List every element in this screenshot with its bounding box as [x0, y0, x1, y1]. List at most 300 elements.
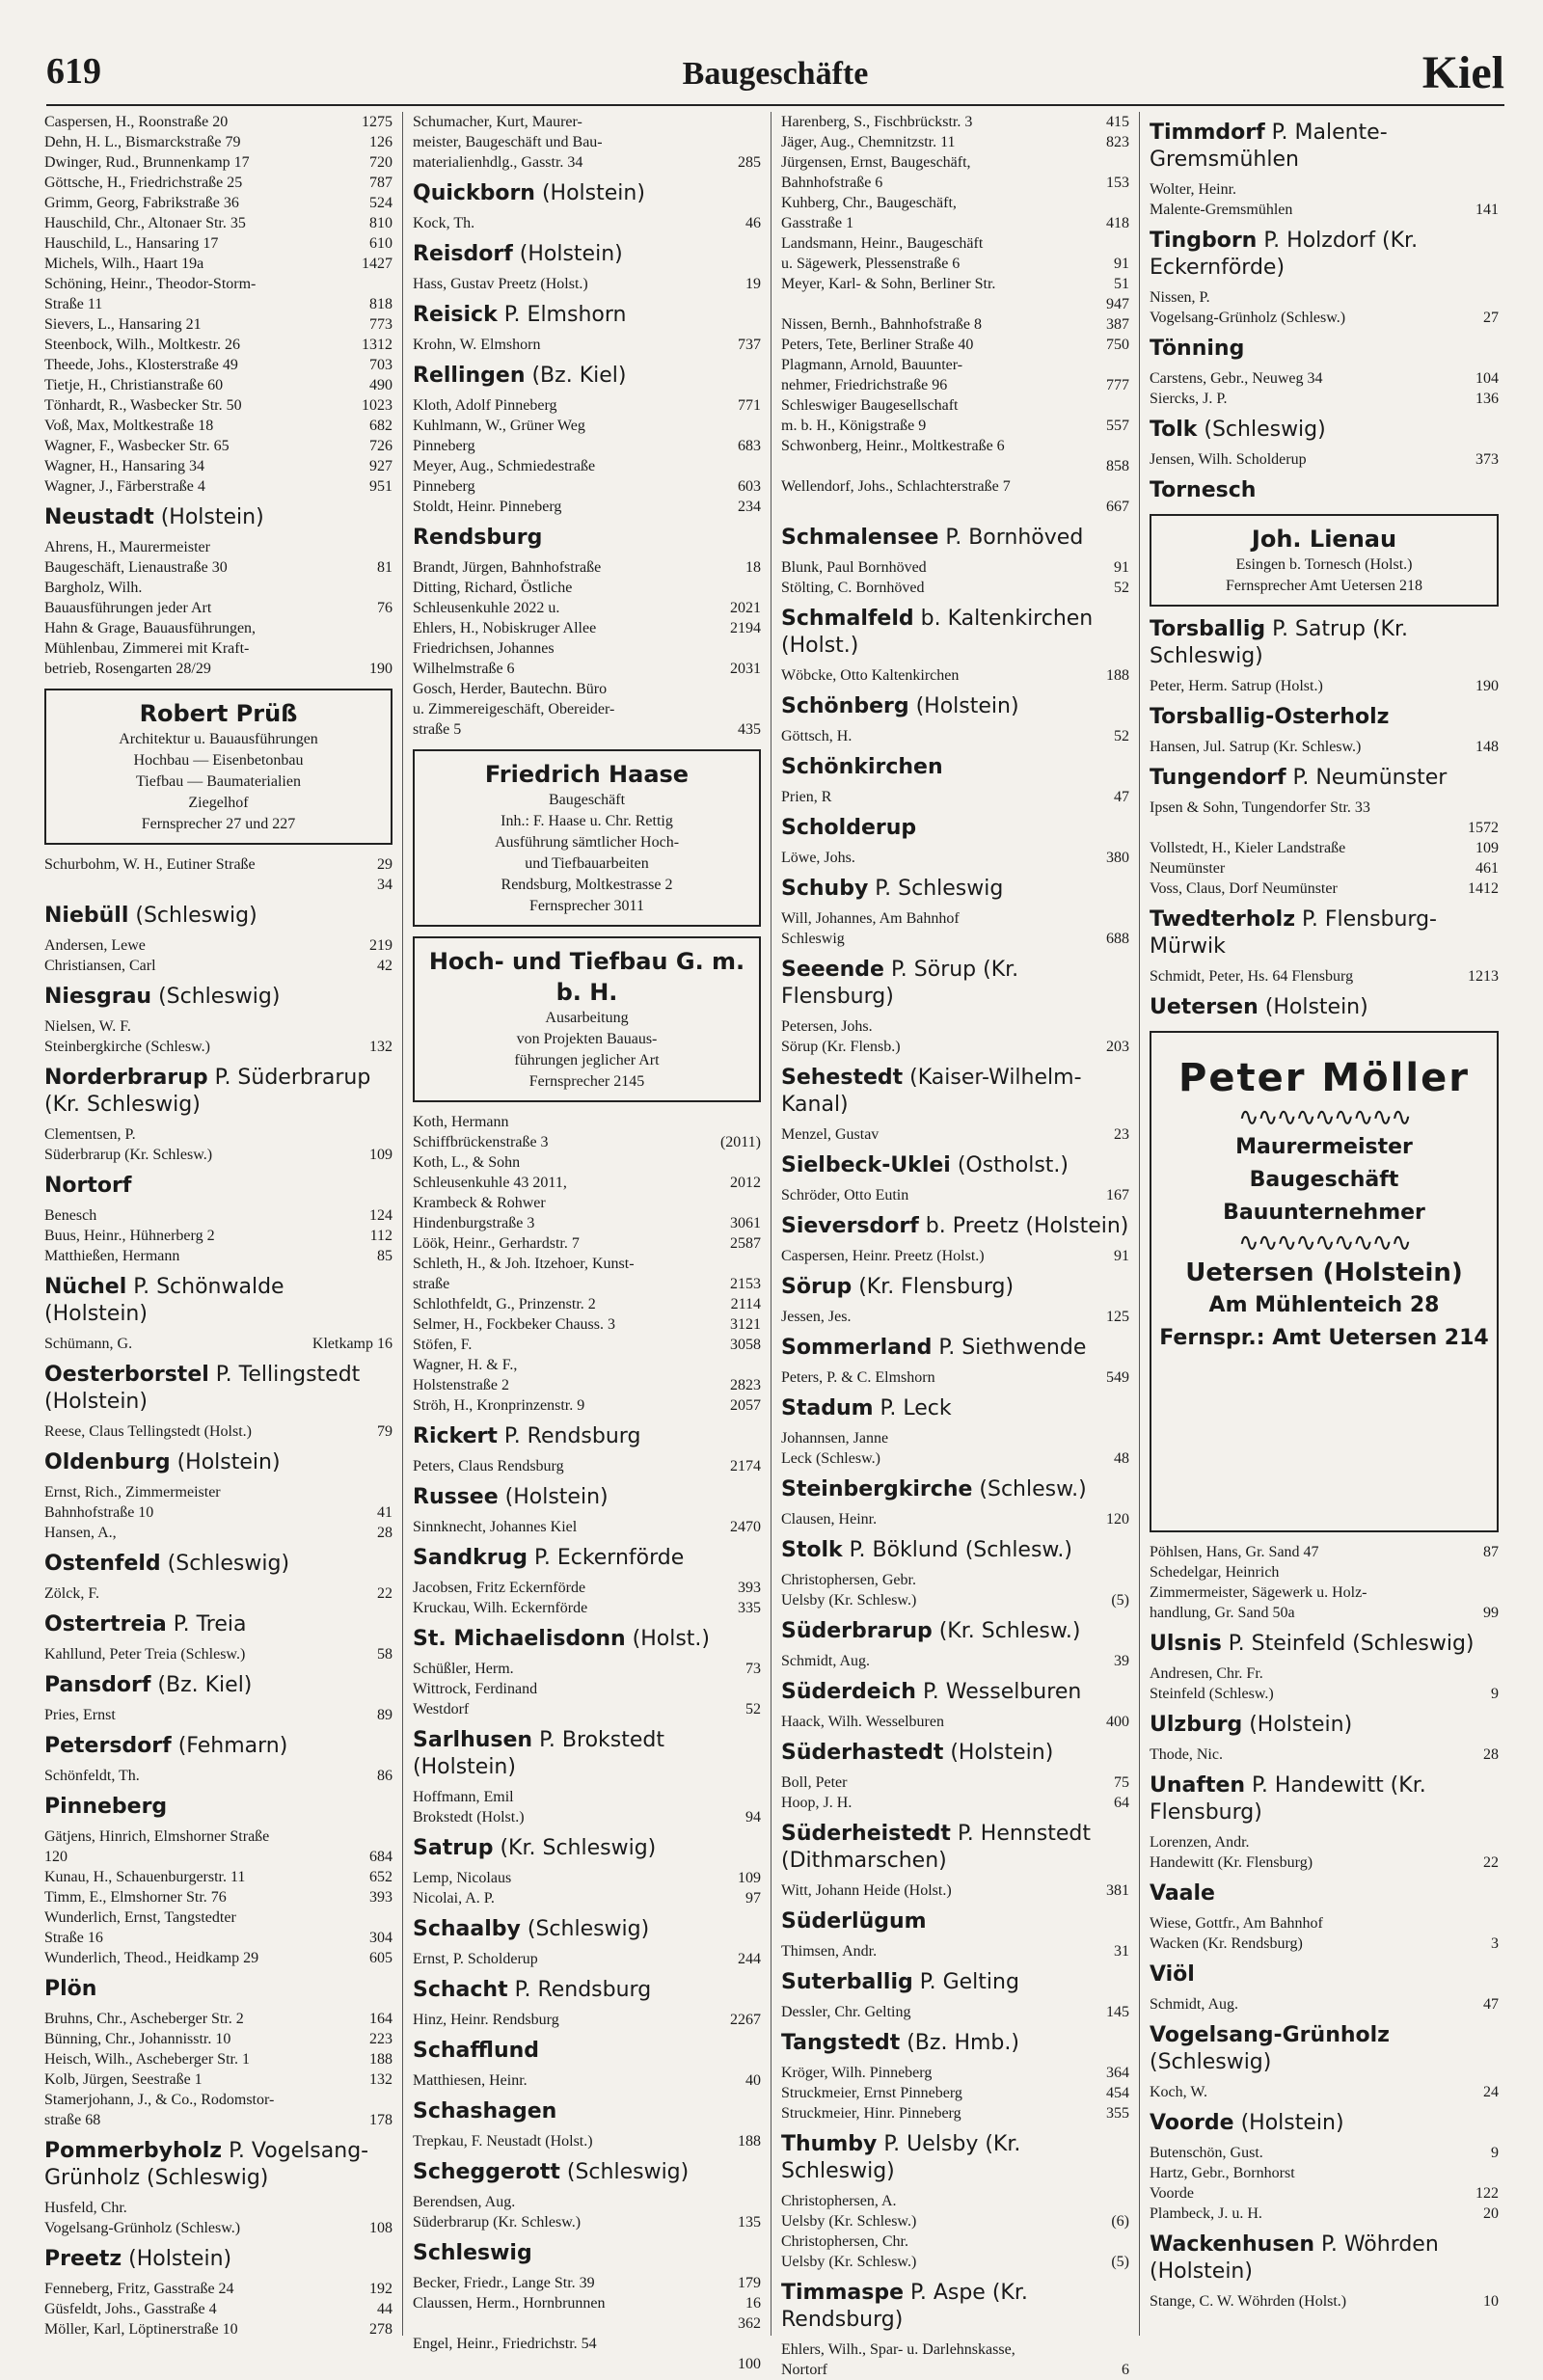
entry-name: Hass, Gustav Preetz (Holst.) — [413, 276, 588, 292]
entry-name: Stamerjohann, J., & Co., Rodomstor- — [44, 2092, 275, 2108]
entry-name: Kolb, Jürgen, Seestraße 1 — [44, 2071, 203, 2088]
directory-entry — [44, 274, 393, 294]
entry-name: Engel, Heinr., Friedrichstr. 54 — [413, 2336, 597, 2352]
town-postal: (Holstein) — [1242, 1713, 1353, 1737]
town-heading — [781, 1152, 1129, 1179]
town-name: Sielbeck-Uklei — [781, 1153, 951, 1177]
town-heading — [44, 984, 393, 1011]
town-name: Nüchel — [44, 1275, 127, 1299]
directory-entry — [781, 848, 1129, 868]
directory-entry — [44, 1583, 393, 1604]
directory-entry — [44, 2299, 393, 2319]
directory-entry — [44, 1246, 393, 1266]
town-heading — [413, 525, 761, 552]
entry-name: Voß, Max, Moltkestraße 18 — [44, 418, 214, 434]
town-heading — [1150, 477, 1499, 504]
entry-name: Wagner, H. & F., — [413, 1357, 518, 1373]
advertisement-title: Friedrich Haase — [484, 761, 690, 788]
entry-name: Wöbcke, Otto Kaltenkirchen — [781, 667, 960, 684]
town-heading — [781, 693, 1129, 720]
entry-name: Ernst, Rich., Zimmermeister — [44, 1484, 221, 1501]
entry-name: Schmidt, Aug. — [781, 1653, 871, 1669]
directory-entry — [44, 875, 393, 895]
town-heading — [1150, 417, 1499, 444]
town-postal: (Schleswig) — [160, 1552, 290, 1576]
entry-phone: 610 — [369, 235, 393, 252]
town-name: Vogelsang-Grünholz — [1150, 2023, 1390, 2047]
entry-name: Pöhlsen, Hans, Gr. Sand 47 — [1150, 1544, 1319, 1560]
directory-entry — [44, 1907, 393, 1928]
entry-phone: 2012 — [730, 1175, 761, 1191]
directory-entry — [44, 1037, 393, 1057]
directory-entry — [781, 1016, 1129, 1037]
entry-phone: 81 — [377, 559, 393, 576]
advertisement-line: von Projekten Bauaus- — [516, 1031, 658, 1047]
town-heading — [781, 1908, 1129, 1935]
entry-phone: 91 — [1114, 256, 1129, 272]
advertisement-line: Esingen b. Tornesch (Holst.) — [1235, 556, 1413, 573]
directory-entry — [413, 456, 761, 476]
entry-phone: 703 — [369, 357, 393, 373]
entry-phone: 381 — [1106, 1882, 1129, 1899]
town-postal: (Holstein) — [122, 2247, 232, 2271]
town-postal: P. Gelting — [912, 1970, 1019, 1994]
directory-entry — [44, 2069, 393, 2090]
directory-entry — [44, 2090, 393, 2110]
entry-phone: 20 — [1483, 2205, 1499, 2222]
town-name: Petersdorf — [44, 1734, 172, 1758]
directory-entry — [1150, 287, 1499, 308]
directory-entry — [44, 254, 393, 274]
town-postal: P. Flensburg-Mürwik — [1150, 907, 1437, 959]
town-name: Sarlhusen — [413, 1728, 533, 1752]
town-postal: (Schleswig) — [520, 1917, 650, 1941]
entry-phone: 2194 — [730, 620, 761, 636]
directory-entry — [413, 416, 761, 436]
directory-entry — [44, 1226, 393, 1246]
directory-entry — [44, 2009, 393, 2029]
town-name: Torsballig-Osterholz — [1150, 705, 1390, 729]
entry-phone: 148 — [1475, 739, 1499, 755]
entry-name: Harenberg, S., Fischbrückstr. 3 — [781, 114, 973, 130]
town-heading — [44, 1611, 393, 1638]
entry-name: Jürgensen, Ernst, Baugeschäft, — [781, 154, 971, 171]
entry-phone: 1412 — [1468, 880, 1499, 897]
town-postal: P. Handewitt (Kr. Flensburg) — [1150, 1773, 1426, 1825]
town-postal: (Bz. Kiel) — [525, 364, 627, 388]
directory-entry — [1150, 1913, 1499, 1934]
directory-entry — [1150, 2082, 1499, 2102]
entry-phone: 104 — [1475, 370, 1499, 387]
directory-entry — [1150, 1542, 1499, 1562]
entry-phone: 22 — [377, 1585, 393, 1602]
entry-name: Pinneberg — [413, 438, 475, 454]
directory-entry — [413, 1233, 761, 1254]
town-postal: P. Schönwalde (Holstein) — [44, 1275, 284, 1326]
entry-name: Schlothfeldt, G., Prinzenstr. 2 — [413, 1296, 596, 1312]
entry-name: Petersen, Johs. — [781, 1018, 873, 1035]
entry-phone: 2823 — [730, 1377, 761, 1393]
entry-phone: 3058 — [730, 1337, 761, 1353]
directory-entry — [1150, 1853, 1499, 1873]
entry-name: Boll, Peter — [781, 1774, 848, 1791]
town-heading — [781, 525, 1129, 552]
town-postal: P. Treia — [166, 1612, 247, 1636]
entry-phone: 818 — [369, 296, 393, 312]
town-heading — [44, 1449, 393, 1476]
town-heading — [781, 1476, 1129, 1503]
entry-phone: 603 — [738, 478, 761, 495]
town-heading — [781, 1969, 1129, 1996]
town-heading — [44, 1794, 393, 1821]
town-name: Thumby — [781, 2132, 878, 2156]
directory-entry — [1150, 858, 1499, 879]
entry-name: Plambeck, J. u. H. — [1150, 2205, 1262, 2222]
entry-name: Schleswiger Baugesellschaft — [781, 397, 959, 414]
directory-entry — [1150, 838, 1499, 858]
entry-phone: 373 — [1475, 451, 1499, 468]
town-postal: (Holstein) — [512, 242, 623, 266]
entry-name: Hauschild, Chr., Altonaer Str. 35 — [44, 215, 246, 231]
directory-entry — [44, 375, 393, 395]
town-name: Schuby — [781, 877, 869, 901]
entry-name: Ipsen & Sohn, Tungendorfer Str. 33 — [1150, 799, 1370, 816]
entry-name: Grimm, Georg, Fabrikstraße 36 — [44, 195, 239, 211]
town-heading — [1150, 1712, 1499, 1739]
directory-entry — [44, 416, 393, 436]
entry-phone: 858 — [1106, 458, 1129, 474]
town-postal: (Holstein) — [1233, 2111, 1344, 2135]
town-postal: P. Elmshorn — [497, 303, 627, 327]
entry-name: Jensen, Wilh. Scholderup — [1150, 451, 1307, 468]
directory-entry — [781, 665, 1129, 686]
entry-name: Meyer, Aug., Schmiedestraße — [413, 458, 596, 474]
entry-name: Pinneberg — [413, 478, 475, 495]
entry-phone: 124 — [369, 1207, 393, 1224]
entry-name: Husfeld, Chr. — [44, 2200, 127, 2216]
directory-entry — [44, 1867, 393, 1887]
town-name: Plön — [44, 1977, 97, 2001]
entry-phone: 557 — [1106, 418, 1129, 434]
entry-name: Hansen, A., — [44, 1525, 117, 1541]
entry-phone: 16 — [745, 2295, 761, 2312]
town-heading — [1150, 120, 1499, 174]
directory-entry — [44, 456, 393, 476]
directory-entry — [1150, 966, 1499, 987]
town-postal: b. Preetz (Holstein) — [918, 1214, 1129, 1238]
directory-entry — [413, 1314, 761, 1335]
wave-ornament: ∿∿∿∿∿∿∿∿∿ — [1237, 1103, 1411, 1131]
directory-entry — [44, 618, 393, 638]
entry-name: Struckmeier, Hinr. Pinneberg — [781, 2105, 961, 2122]
town-name: Schmalensee — [781, 526, 939, 550]
entry-phone: 2153 — [730, 1276, 761, 1292]
directory-entry — [44, 193, 393, 213]
town-heading — [781, 876, 1129, 903]
entry-name: straße 5 — [413, 721, 462, 738]
directory-entry — [413, 476, 761, 497]
entry-phone: (6) — [1111, 2213, 1129, 2230]
entry-phone: 79 — [377, 1423, 393, 1440]
directory-entry — [781, 173, 1129, 193]
directory-entry — [1150, 1582, 1499, 1603]
town-name: Sieversdorf — [781, 1214, 919, 1238]
directory-entry — [781, 2339, 1129, 2360]
entry-name: Kloth, Adolf Pinneberg — [413, 397, 557, 414]
directory-entry — [44, 557, 393, 578]
entry-phone: 10 — [1483, 2293, 1499, 2310]
entry-name: Hinz, Heinr. Rendsburg — [413, 2012, 559, 2028]
town-postal: (Schleswig) — [1197, 418, 1326, 442]
town-name: Sörup — [781, 1275, 853, 1299]
entry-name: Schleusenkuhle 43 2011, — [413, 1175, 567, 1191]
directory-entry — [413, 1868, 761, 1888]
entry-phone: 188 — [1106, 667, 1129, 684]
directory-column — [1140, 112, 1508, 2336]
directory-entry — [44, 1948, 393, 1968]
entry-name: Voss, Claus, Dorf Neumünster — [1150, 880, 1338, 897]
town-postal: (Bz. Kiel) — [150, 1673, 253, 1697]
advertisement-footer-line: Uetersen (Holstein) — [1185, 1258, 1463, 1287]
town-heading — [413, 363, 761, 390]
entry-phone: 750 — [1106, 337, 1129, 353]
entry-name: Hindenburgstraße 3 — [413, 1215, 535, 1231]
entry-name: Menzel, Gustav — [781, 1126, 880, 1143]
town-postal: P. Holzdorf (Kr. Eckernförde) — [1150, 229, 1419, 280]
directory-entry — [781, 2083, 1129, 2103]
directory-entry — [413, 1807, 761, 1827]
advertisement-line: Baugeschäft — [1249, 1168, 1399, 1192]
directory-entry — [1150, 1663, 1499, 1684]
entry-name: Caspersen, Heinr. Preetz (Holst.) — [781, 1248, 985, 1264]
entry-name: Wittrock, Ferdinand — [413, 1681, 538, 1697]
entry-name: Siercks, J. P. — [1150, 391, 1228, 407]
entry-phone: 51 — [1114, 276, 1129, 292]
entry-name: Nicolai, A. P. — [413, 1890, 495, 1907]
entry-name: Tönhardt, R., Wasbecker Str. 50 — [44, 397, 242, 414]
directory-entry — [781, 294, 1129, 314]
entry-phone: 192 — [369, 2281, 393, 2297]
entry-phone: 418 — [1106, 215, 1129, 231]
advertisement-box — [413, 936, 761, 1102]
directory-entry — [44, 854, 393, 875]
directory-entry — [781, 497, 1129, 517]
entry-name: Blunk, Paul Bornhöved — [781, 559, 927, 576]
town-postal: (Fehmarn) — [171, 1734, 288, 1758]
entry-name: Hartz, Gebr., Bornhorst — [1150, 2165, 1295, 2181]
directory-entry — [44, 1847, 393, 1867]
town-name: Schaalby — [413, 1917, 521, 1941]
entry-name: Güsfeldt, Johs., Gasstraße 4 — [44, 2301, 217, 2317]
town-name: Schönberg — [781, 694, 909, 718]
advertisement-line: Hochbau — Eisenbetonbau — [133, 752, 304, 769]
directory-entry — [781, 2360, 1129, 2380]
directory-entry — [413, 1456, 761, 1476]
entry-phone: 605 — [369, 1950, 393, 1966]
directory-entry — [781, 1793, 1129, 1813]
town-heading — [781, 1213, 1129, 1240]
directory-entry — [413, 598, 761, 618]
town-postal: (Holstein) — [170, 1450, 281, 1474]
town-postal: (Kr. Schlesw.) — [932, 1619, 1081, 1643]
entry-name: Prien, R — [781, 789, 832, 805]
town-name: St. Michaelisdonn — [413, 1627, 626, 1651]
entry-name: Löwe, Johs. — [781, 850, 855, 866]
directory-entry — [1150, 2143, 1499, 2163]
entry-name: Christophersen, Chr. — [781, 2233, 908, 2250]
advertisement-title: Robert Prüß — [139, 700, 298, 727]
town-name: Twedterholz — [1150, 907, 1295, 932]
directory-entry — [413, 1375, 761, 1395]
entry-name: Baugeschäft, Lienaustraße 30 — [44, 559, 228, 576]
town-heading — [413, 1626, 761, 1653]
directory-entry — [44, 1502, 393, 1523]
entry-phone: 1213 — [1468, 968, 1499, 985]
town-postal: P. Sörup (Kr. Flensburg) — [781, 958, 1019, 1009]
directory-entry — [781, 436, 1129, 456]
directory-entry — [44, 1644, 393, 1664]
entry-name: Göttsche, H., Friedrichstraße 25 — [44, 175, 243, 191]
entry-name: Becker, Friedr., Lange Str. 39 — [413, 2275, 595, 2291]
entry-phone: 683 — [738, 438, 761, 454]
directory-entry — [413, 335, 761, 355]
entry-name: Schöning, Heinr., Theodor-Storm- — [44, 276, 257, 292]
town-name: Neustadt — [44, 505, 154, 529]
directory-entry — [1150, 818, 1499, 838]
entry-name: Ehlers, Wilh., Spar- u. Darlehnskasse, — [781, 2341, 1015, 2358]
entry-phone: 94 — [745, 1809, 761, 1826]
entry-phone: 19 — [745, 276, 761, 292]
entry-name: Haack, Wilh. Wesselburen — [781, 1714, 944, 1730]
town-postal: P. Schleswig — [868, 877, 1004, 901]
entry-phone: 29 — [377, 856, 393, 873]
town-heading — [413, 1916, 761, 1943]
entry-name: Bahnhofstraße 10 — [44, 1504, 154, 1521]
entry-phone: 91 — [1114, 559, 1129, 576]
directory-entry — [413, 2192, 761, 2212]
directory-entry — [413, 497, 761, 517]
entry-name: Peters, Tete, Berliner Straße 40 — [781, 337, 974, 353]
directory-entry — [44, 2319, 393, 2339]
section-title: Baugeschäfte — [682, 56, 869, 92]
entry-name: Schmidt, Peter, Hs. 64 Flensburg — [1150, 968, 1354, 985]
entry-name: u. Sägewerk, Plessenstraße 6 — [781, 256, 961, 272]
entry-name: Nielsen, W. F. — [44, 1018, 131, 1035]
entry-name: Süderbrarup (Kr. Schlesw.) — [413, 2214, 582, 2231]
entry-phone: 771 — [738, 397, 761, 414]
entry-name: Clementsen, P. — [44, 1126, 136, 1143]
directory-entry — [413, 152, 761, 173]
town-name: Niebüll — [44, 904, 129, 928]
entry-phone: 34 — [377, 877, 393, 893]
entry-phone: 47 — [1483, 1996, 1499, 2013]
entry-name: Schiffbrückenstraße 3 — [413, 1134, 549, 1150]
town-postal: (Holstein) — [1258, 995, 1368, 1019]
town-postal: (Schleswig) — [151, 985, 281, 1009]
entry-name: Jäger, Aug., Chemnitzstr. 11 — [781, 134, 956, 150]
entry-phone: 145 — [1106, 2004, 1129, 2020]
directory-entry — [781, 929, 1129, 949]
entry-name: Straße 11 — [44, 296, 103, 312]
directory-entry — [413, 1949, 761, 1969]
directory-entry — [781, 1037, 1129, 1057]
entry-phone: 3 — [1491, 1935, 1499, 1952]
entry-name: 120 — [44, 1849, 68, 1865]
town-postal: P. Wöhrden (Holstein) — [1150, 2232, 1439, 2284]
town-postal: (Holst.) — [625, 1627, 711, 1651]
directory-entry — [781, 1509, 1129, 1529]
directory-entry — [413, 213, 761, 233]
directory-entry — [1150, 737, 1499, 757]
directory-entry — [781, 476, 1129, 497]
directory-entry — [413, 1355, 761, 1375]
entry-phone: 393 — [369, 1889, 393, 1906]
town-name: Stadum — [781, 1396, 874, 1420]
entry-name: Zölck, F. — [44, 1585, 99, 1602]
directory-entry — [781, 1570, 1129, 1590]
town-heading — [1150, 765, 1499, 792]
entry-name: Handewitt (Kr. Flensburg) — [1150, 1854, 1313, 1871]
entry-phone: 18 — [745, 559, 761, 576]
entry-phone: 387 — [1106, 316, 1129, 333]
entry-name: Ströh, H., Kronprinzenstr. 9 — [413, 1397, 585, 1414]
directory-entry — [413, 2334, 761, 2354]
town-heading — [44, 1065, 393, 1119]
entry-phone: 1312 — [362, 337, 393, 353]
town-heading — [1150, 994, 1499, 1021]
directory-entry — [781, 416, 1129, 436]
directory-entry — [781, 1307, 1129, 1327]
town-postal: P. Bornhöved — [938, 526, 1084, 550]
directory-entry — [44, 935, 393, 956]
town-heading — [781, 1821, 1129, 1875]
entry-phone: 2114 — [730, 1296, 761, 1312]
directory-entry — [413, 719, 761, 740]
entry-name: Dwinger, Rud., Brunnenkamp 17 — [44, 154, 250, 171]
directory-entry — [781, 1651, 1129, 1671]
entry-phone: 400 — [1106, 1714, 1129, 1730]
directory-entry — [413, 1254, 761, 1274]
town-name: Voorde — [1150, 2111, 1234, 2135]
entry-name: Wagner, J., Färberstraße 4 — [44, 478, 205, 495]
entry-phone: 2174 — [730, 1458, 761, 1474]
town-heading — [1150, 1772, 1499, 1826]
town-heading — [781, 1335, 1129, 1362]
directory-entry — [1150, 1934, 1499, 1954]
directory-entry — [781, 213, 1129, 233]
town-postal: (Bz. Hmb.) — [900, 2031, 1019, 2055]
directory-entry — [413, 557, 761, 578]
directory-entry — [781, 1367, 1129, 1388]
entry-phone: 720 — [369, 154, 393, 171]
directory-entry — [781, 1448, 1129, 1469]
entry-phone: 2587 — [730, 1235, 761, 1252]
entry-phone: 278 — [369, 2321, 393, 2338]
entry-phone: 85 — [377, 1248, 393, 1264]
town-name: Ostenfeld — [44, 1552, 161, 1576]
directory-entry — [781, 152, 1129, 173]
entry-name: handlung, Gr. Sand 50a — [1150, 1605, 1295, 1621]
entry-name: Kuhlmann, W., Grüner Weg — [413, 418, 585, 434]
entry-name: Peter, Herm. Satrup (Holst.) — [1150, 678, 1323, 694]
entry-name: Butenschön, Gust. — [1150, 2145, 1263, 2161]
directory-entry — [781, 557, 1129, 578]
town-name: Tolk — [1150, 418, 1198, 442]
directory-entry — [781, 2002, 1129, 2022]
entry-phone: 188 — [738, 2133, 761, 2150]
town-heading — [44, 1551, 393, 1578]
advertisement-line: und Tiefbauarbeiten — [525, 855, 649, 872]
